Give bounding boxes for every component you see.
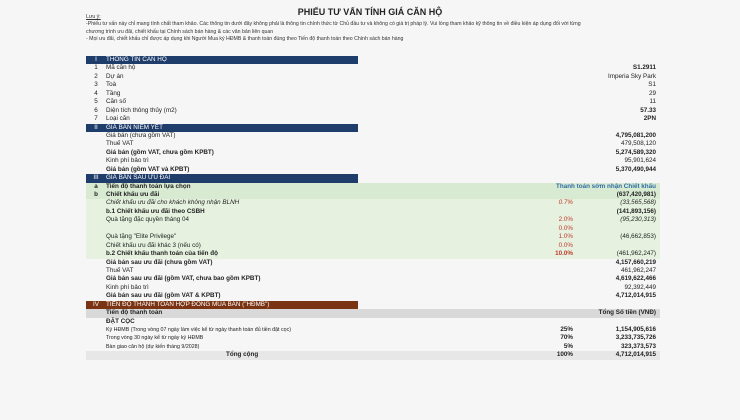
row-label: Giá bán (gồm VAT, chưa gồm KPBT) [106, 148, 214, 156]
row-label: Ký HĐMB (Trong vòng 07 ngày làm việc kể từ ngày thanh toán đủ tiền đặt cọc) [106, 327, 292, 333]
row-label: Thuế VAT [106, 140, 134, 148]
section-number: I [86, 56, 106, 64]
row-label: Kinh phí bảo trì [106, 157, 149, 165]
after-row [86, 259, 660, 267]
section-title: GIÁ BÁN SAU ƯU ĐÃI [106, 174, 358, 182]
discount-row [86, 250, 660, 258]
row-label: b.2 Chiết khấu thanh toán của tiến độ [106, 250, 218, 258]
payment-option-select[interactable]: Thanh toán sớm nhận Chiết khấu [556, 182, 656, 190]
row-value: 323,373,573 [620, 342, 656, 350]
row-number: 3 [94, 81, 98, 89]
row-label: Giá bán sau ưu đãi (gồm VAT & KPBT) [106, 292, 221, 300]
column-header: Tiến độ thanh toán [106, 309, 163, 317]
listed-row [86, 132, 660, 140]
row-value: 92,392,449 [624, 283, 656, 291]
row-value: 5,274,589,320 [615, 148, 656, 156]
after-row [86, 284, 660, 292]
row-value: 57.33 [640, 106, 656, 114]
section-title: THÔNG TIN CĂN HỘ [106, 56, 358, 64]
row-label: Tiến độ thanh toán lựa chọn [106, 182, 191, 190]
section-header-schedule [86, 301, 660, 309]
row-label: ĐẶT CỌC [106, 317, 135, 325]
section-title: TIẾN ĐỘ THANH TOÁN HỢP ĐỒNG MUA BÁN ("HĐMB") [106, 301, 358, 309]
row-value: (637,420,981) [616, 191, 656, 198]
payment-option-row [86, 183, 660, 191]
row-value: (95,230,313) [620, 216, 656, 224]
info-row [86, 107, 660, 115]
row-label: Căn số [106, 98, 126, 106]
price-table [86, 56, 660, 360]
schedule-header-row [86, 309, 660, 317]
column-header: Tổng Số tiền (VNĐ) [598, 309, 656, 317]
section-header-discount-price [86, 174, 660, 182]
row-percent[interactable]: 1.0% [558, 233, 573, 241]
row-percent: 5% [563, 342, 573, 350]
info-row [86, 115, 660, 123]
discount-row [86, 216, 660, 224]
row-value: (46,662,853) [620, 233, 656, 241]
info-row [86, 98, 660, 106]
schedule-row [86, 334, 660, 342]
after-row [86, 275, 660, 283]
row-value: 11 [649, 98, 656, 106]
row-value: (141,893,156) [616, 207, 656, 215]
row-value: 479,508,120 [620, 140, 656, 148]
discount-row [86, 233, 660, 241]
row-label: Giá bán sau ưu đãi (chưa gồm VAT) [106, 258, 213, 266]
listed-row [86, 157, 660, 165]
row-value: Imperia Sky Park [608, 72, 656, 80]
listed-row [86, 166, 660, 174]
row-label: Quà tặng đặc quyền tháng 04 [106, 216, 189, 224]
section-header-listed-price [86, 124, 660, 132]
row-label: Toà [106, 81, 117, 89]
discount-row [86, 242, 660, 250]
note-line: chương trình ưu đãi, chiết khấu tại Chính sách bán hàng & các văn bản liên quan [86, 28, 274, 35]
row-label: Dự án [106, 72, 124, 80]
discount-row [86, 225, 660, 233]
row-value: 1,154,905,616 [615, 326, 656, 333]
row-percent: 25% [560, 326, 573, 333]
section-number: IV [86, 301, 106, 309]
note-line: - Mọi ưu đãi, chiết khấu chỉ được áp dụng khi Người Mua ký HĐMB & thanh toán đúng theo Tiến độ thanh toán theo Chính sách bán hàng [86, 36, 404, 43]
row-number: 7 [94, 115, 98, 123]
row-label: Chiết khấu ưu đãi khác 3 (nếu có) [106, 241, 201, 249]
notes [86, 14, 686, 44]
note-line: -Phiếu tư vấn này chỉ mang tính chất tham khảo. Các thông tin dưới đây không phải là thông tin chính thức từ Chủ đầu tư và không có giá trị pháp lý. Vui lòng tham khảo kỹ thông tin về điều kiện áp dụng đối với từng [86, 21, 581, 28]
row-label: Mã căn hộ [106, 64, 136, 72]
info-row [86, 64, 660, 72]
row-value: 4,712,014,915 [615, 292, 656, 300]
listed-row [86, 149, 660, 157]
row-number: 1 [94, 64, 98, 72]
after-row [86, 292, 660, 300]
schedule-row [86, 343, 660, 351]
row-number: b [94, 191, 98, 198]
row-label: Kinh phí bảo trì [106, 283, 149, 291]
row-value: S1 [648, 81, 656, 89]
row-label: b.1 Chiết khấu ưu đãi theo CSBH [106, 207, 205, 215]
section-header-info [86, 56, 660, 64]
row-value: 95,901,624 [624, 157, 656, 165]
row-label: Trong vòng 30 ngày kể từ ngày ký HĐMB [106, 335, 204, 342]
row-percent[interactable]: 0.7% [558, 199, 573, 207]
row-number: 4 [94, 89, 98, 97]
row-percent[interactable]: 2.0% [558, 216, 573, 224]
row-label: Giá bán (chưa gồm VAT) [106, 131, 176, 139]
row-value: 461,962,247 [620, 266, 656, 274]
row-label: Loại căn [106, 115, 130, 123]
total-percent: 100% [556, 351, 573, 359]
row-value: 5,370,490,944 [615, 165, 656, 173]
row-value: 2PN [643, 115, 656, 123]
row-value: 3,233,735,726 [615, 334, 656, 342]
row-label: Bàn giao căn hộ (dự kiến tháng 9/2028) [106, 343, 200, 350]
row-label: Thuế VAT [106, 266, 134, 274]
row-label: Tầng [106, 89, 121, 97]
info-row [86, 81, 660, 89]
row-percent[interactable]: 0.0% [558, 224, 573, 232]
info-row [86, 73, 660, 81]
total-label: Tổng cộng [226, 351, 259, 359]
row-value: 4,157,660,219 [615, 258, 656, 266]
section-number: II [86, 124, 106, 132]
row-label: Chiết khấu ưu đãi cho khách không nhận BLNH [106, 199, 240, 207]
section-number: III [86, 174, 106, 182]
row-value: 4,619,622,466 [615, 275, 656, 283]
row-number: 6 [94, 106, 98, 114]
row-label: Giá bán (gồm VAT và KPBT) [106, 165, 190, 173]
section-title: GIÁ BÁN NIÊM YẾT [106, 124, 358, 132]
listed-row [86, 140, 660, 148]
total-value: 4,712,014,915 [615, 351, 656, 359]
total-row [86, 351, 660, 359]
row-label: Diện tích thông thủy (m2) [106, 106, 177, 114]
row-value: (461,962,247) [616, 250, 656, 258]
row-percent[interactable]: 0.0% [558, 241, 573, 249]
row-value: 4,795,081,200 [615, 131, 656, 139]
row-number: a [94, 182, 98, 190]
notes-label: Lưu ý: [86, 14, 101, 20]
row-label: Giá bán sau ưu đãi (gồm VAT, chưa bao gồm KPBT) [106, 275, 261, 283]
row-percent: 70% [560, 334, 573, 342]
row-value: (33,565,568) [620, 199, 656, 207]
row-label: Chiết khấu ưu đãi [106, 191, 160, 198]
row-number: 5 [94, 98, 98, 106]
row-number: 2 [94, 72, 98, 80]
page-title: PHIẾU TƯ VẤN TÍNH GIÁ CĂN HỘ [297, 7, 443, 17]
row-percent: 10.0% [555, 250, 573, 258]
schedule-row [86, 326, 660, 334]
row-value: S1.2911 [632, 64, 656, 72]
deposit-row [86, 318, 660, 326]
info-row [86, 90, 660, 98]
row-label: Quà tặng "Elite Privilege" [106, 233, 177, 241]
discount-row [86, 199, 660, 207]
row-value: 29 [648, 89, 656, 97]
